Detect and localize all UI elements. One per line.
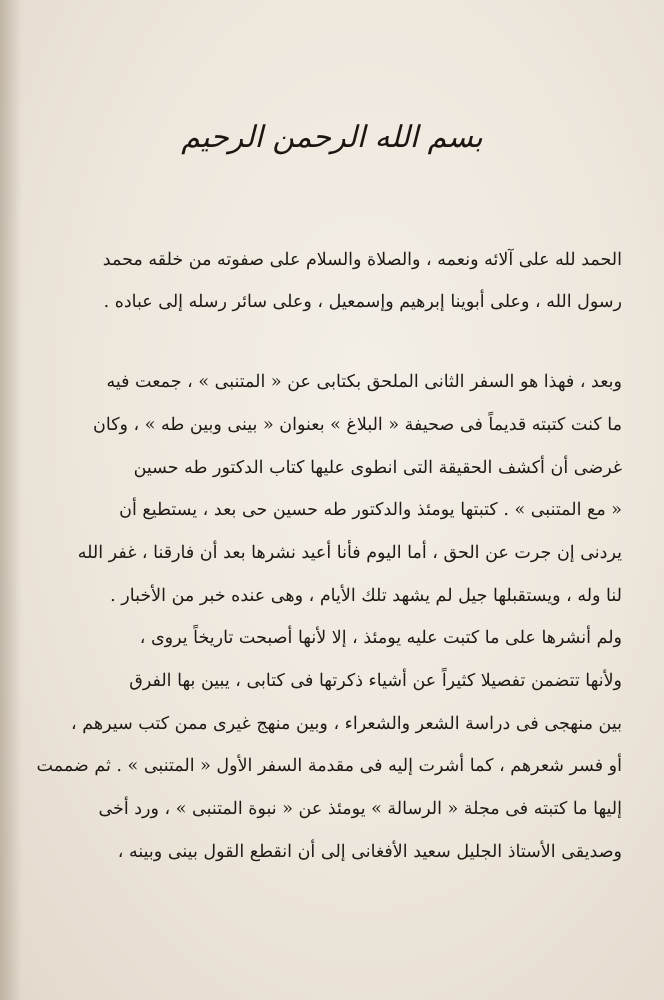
body-line-11: إليها ما كتبته فى مجلة « الرسالة » يومئذ عن « نبوة المتنبى » ، ورد أخى bbox=[98, 799, 622, 819]
intro-line-1: الحمد لله على آلائه ونعمه ، والصلاة والسلام على صفوته من خلقه محمد bbox=[102, 250, 622, 270]
body-line-3: غرضى أن أكشف الحقيقة التى انطوى عليها كتاب الدكتور طه حسين bbox=[133, 458, 622, 478]
body-line-1: وبعد ، فهذا هو السفر الثانى الملحق بكتابى عن « المتنبى » ، جمعت فيه bbox=[106, 372, 622, 392]
body-line-7: ولم أنشرها على ما كتبت عليه يومئذ ، إلا لأنها أصبحت تاريخاً يروى ، bbox=[139, 628, 622, 648]
intro-line-2: رسول الله ، وعلى أبوينا إبرهيم وإسمعيل ، وعلى سائر رسله إلى عباده . bbox=[103, 292, 622, 312]
body-line-10: أو فسر شعرهم ، كما أشرت إليه فى مقدمة السفر الأول « المتنبى » . ثم ضممت bbox=[36, 756, 622, 776]
body-line-12: وصديقى الأستاذ الجليل سعيد الأفغانى إلى أن انقطع القول بينى وبينه ، bbox=[117, 842, 622, 862]
body-line-9: بين منهجى فى دراسة الشعر والشعراء ، وبين منهج غيرى ممن كتب سيرهم ، bbox=[71, 714, 622, 734]
body-line-2: ما كنت كتبته قديماً فى صحيفة « البلاغ » بعنوان « بينى وبين طه » ، وكان bbox=[93, 415, 622, 435]
body-line-4: « مع المتنبى » . كتبتها يومئذ والدكتور طه حسين حى بعد ، يستطيع أن bbox=[119, 500, 622, 520]
body-line-8: ولأنها تتضمن تفصيلا كثيراً عن أشياء ذكرتها فى كتابى ، يبين بها الفرق bbox=[129, 671, 622, 691]
binding-shadow bbox=[0, 0, 22, 1000]
body-line-6: لنا وله ، ويستقبلها جيل لم يشهد تلك الأيام ، وهى عنده خبر من الأخبار . bbox=[110, 586, 622, 606]
basmala-heading: بسم الله الرحمن الرحيم bbox=[181, 120, 483, 155]
body-line-5: يردنى إن جرت عن الحق ، أما اليوم فأنا أعيد نشرها بعد أن فارقنا ، غفر الله bbox=[77, 543, 622, 563]
